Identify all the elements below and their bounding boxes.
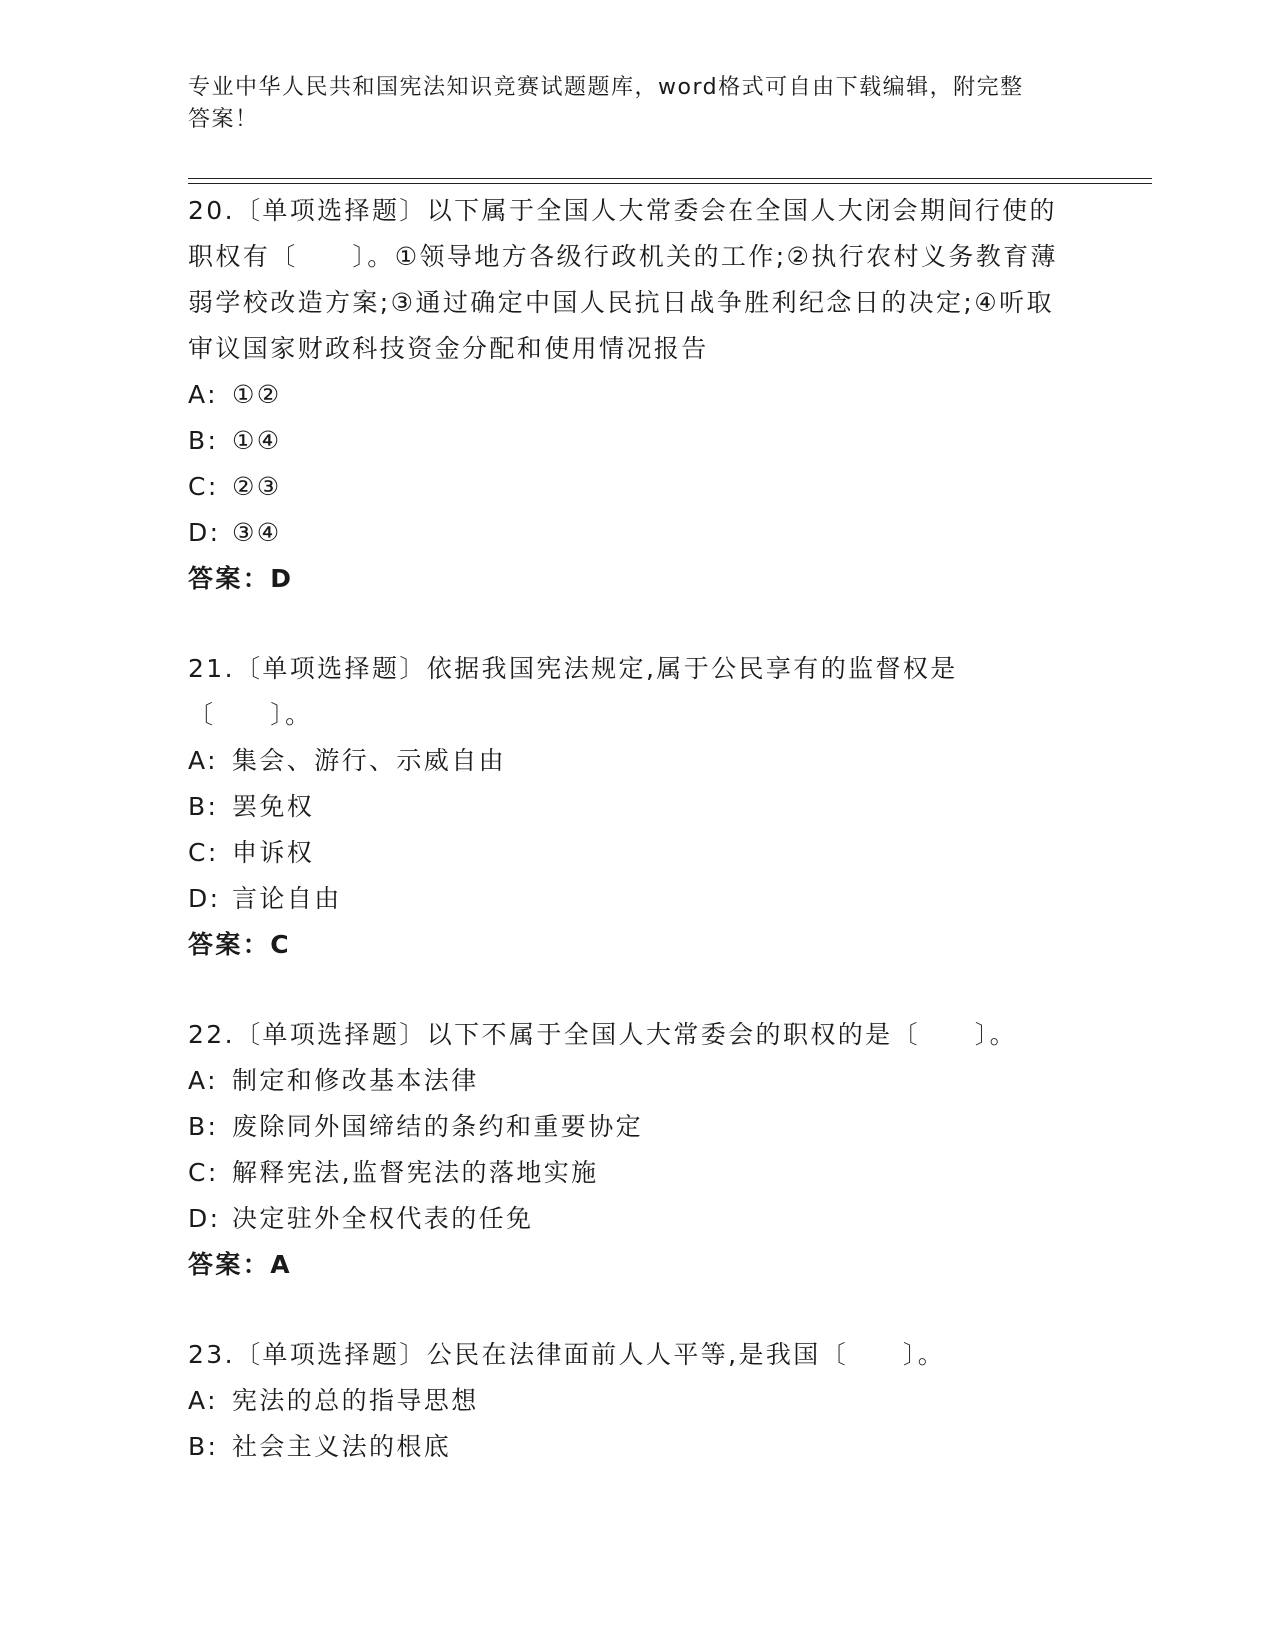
header-line-2: 答案！	[188, 107, 259, 132]
spacer	[188, 602, 1088, 646]
option-a	[188, 1378, 1088, 1424]
question-23	[188, 1332, 1088, 1470]
option-a	[188, 372, 1088, 418]
option-b	[188, 418, 1088, 464]
option-c	[188, 830, 1088, 876]
option-text: ①④	[232, 426, 282, 455]
answer-line: 答案：D	[188, 564, 294, 593]
header-divider-bottom	[188, 183, 1152, 184]
option-key: B:	[188, 1432, 219, 1461]
question-21	[188, 646, 1088, 968]
option-key: A:	[188, 1066, 218, 1095]
option-key: B:	[188, 426, 219, 455]
option-text: 罢免权	[232, 792, 315, 821]
option-key: A:	[188, 380, 218, 409]
option-b	[188, 1424, 1088, 1470]
option-d	[188, 1196, 1088, 1242]
question-stem: 23.〔单项选择题〕公民在法律面前人人平等,是我国〔 〕。	[188, 1340, 946, 1369]
option-key: D:	[188, 884, 221, 913]
answer-line: 答案：A	[188, 1250, 292, 1279]
option-text: 制定和修改基本法律	[232, 1066, 479, 1095]
option-key: D:	[188, 518, 221, 547]
header-divider-top	[188, 178, 1152, 179]
option-text: ①②	[232, 380, 282, 409]
option-text: 集会、游行、示威自由	[232, 746, 507, 775]
spacer	[188, 968, 1088, 1012]
spacer	[188, 1288, 1088, 1332]
question-stem: 21.〔单项选择题〕依据我国宪法规定,属于公民享有的监督权是〔 〕。	[188, 654, 958, 729]
option-key: A:	[188, 1386, 218, 1415]
option-key: B:	[188, 1112, 219, 1141]
question-stem: 20.〔单项选择题〕以下属于全国人大常委会在全国人大闭会期间行使的职权有〔 〕。①领导地方各级行政机关的工作;②执行农村义务教育薄弱学校改造方案;③通过确定中国人民抗日战争胜利纪念日的决定;④听取审议国家财政科技资金分配和使用情况报告	[188, 196, 1058, 363]
option-key: C:	[188, 1158, 219, 1187]
option-key: A:	[188, 746, 218, 775]
answer-line: 答案：C	[188, 930, 291, 959]
option-a	[188, 738, 1088, 784]
option-text: 言论自由	[232, 884, 342, 913]
option-c	[188, 1150, 1088, 1196]
option-d	[188, 876, 1088, 922]
option-text: 决定驻外全权代表的任免	[232, 1204, 534, 1233]
option-b	[188, 784, 1088, 830]
option-key: C:	[188, 838, 219, 867]
option-key: B:	[188, 792, 219, 821]
option-text: 申诉权	[232, 838, 315, 867]
option-c	[188, 464, 1088, 510]
header-line-1: 专业中华人民共和国宪法知识竞赛试题题库，word格式可自由下载编辑，附完整	[188, 75, 1024, 100]
option-text: 社会主义法的根底	[232, 1432, 452, 1461]
question-22	[188, 1012, 1088, 1288]
option-text: 宪法的总的指导思想	[232, 1386, 479, 1415]
question-stem: 22.〔单项选择题〕以下不属于全国人大常委会的职权的是〔 〕。	[188, 1020, 1018, 1049]
option-d	[188, 510, 1088, 556]
option-key: C:	[188, 472, 219, 501]
option-b	[188, 1104, 1088, 1150]
option-text: 解释宪法,监督宪法的落地实施	[232, 1158, 599, 1187]
document-header	[188, 72, 1068, 136]
option-text: ②③	[232, 472, 282, 501]
option-key: D:	[188, 1204, 221, 1233]
question-list	[188, 188, 1088, 1470]
option-a	[188, 1058, 1088, 1104]
option-text: 废除同外国缔结的条约和重要协定	[232, 1112, 644, 1141]
question-20	[188, 188, 1088, 602]
option-text: ③④	[232, 518, 282, 547]
